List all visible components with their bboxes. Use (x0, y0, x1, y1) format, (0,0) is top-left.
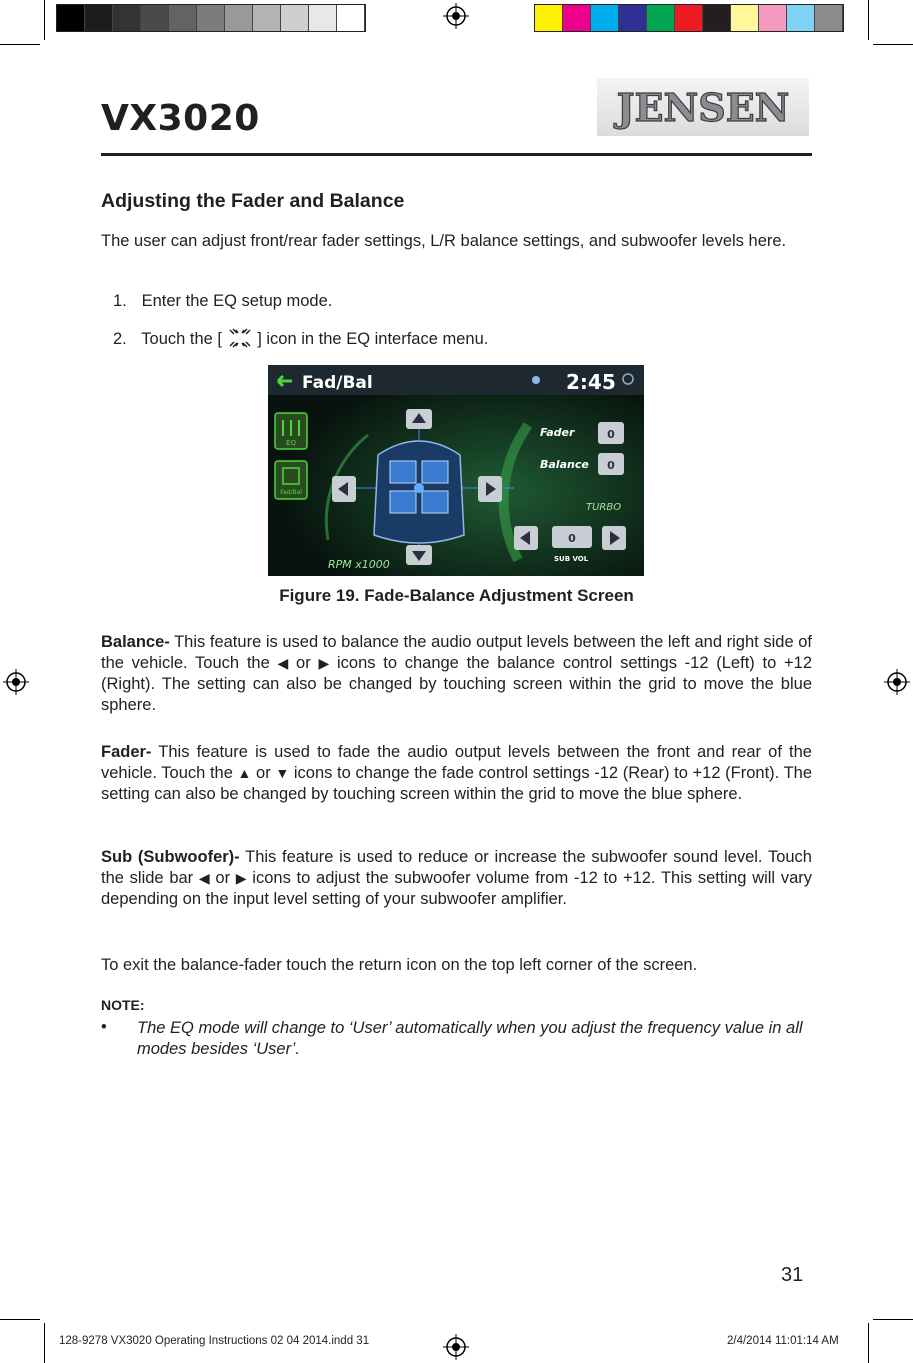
step-text-before: Touch the [ (141, 330, 223, 348)
crop-mark (44, 1323, 45, 1363)
registration-mark-icon (3, 669, 29, 695)
logo-wordmark: JENSEN (616, 85, 790, 130)
crop-mark (873, 1319, 913, 1320)
subvol-label: SUB VOL (554, 555, 589, 563)
fader-label: Fader (540, 426, 575, 439)
fadbal-button[interactable] (275, 461, 307, 499)
eq-button-label: EQ (286, 439, 296, 447)
subvol-increase-button[interactable] (602, 526, 626, 550)
model-title: VX3020 (101, 98, 260, 139)
or-text: or (251, 764, 276, 782)
registration-mark-icon (884, 669, 910, 695)
subvol-decrease-button[interactable] (514, 526, 538, 550)
fader-label: Fader- (101, 743, 152, 761)
exit-paragraph: To exit the balance-fader touch the return icon on the top left corner of the screen. (101, 956, 698, 974)
turbo-text: TURBO (586, 502, 622, 513)
subvol-value-box (552, 526, 592, 548)
fadbal-button-label: Fad/Bal (280, 489, 302, 496)
rpm-text: RPM x1000 (328, 558, 390, 571)
balance-label: Balance- (101, 633, 170, 651)
bluetooth-icon (532, 376, 540, 384)
fader-value-box (598, 422, 624, 444)
balance-value: 0 (607, 459, 615, 472)
balance-left-button[interactable] (332, 476, 356, 502)
right-arrow-icon: ▶ (318, 655, 330, 671)
note-heading: NOTE: (101, 997, 145, 1013)
crop-mark (868, 1323, 869, 1363)
screen-title: Fad/Bal (302, 373, 373, 393)
balance-paragraph (101, 632, 812, 716)
step-number: 2. (113, 330, 127, 348)
crop-mark (44, 0, 45, 40)
header-rule (101, 153, 812, 156)
balance-label: Balance (540, 458, 589, 471)
process-color-bar (534, 4, 844, 32)
step-text-after: ] icon in the EQ interface menu. (257, 330, 489, 348)
screen-clock: 2:45 (566, 370, 616, 394)
registration-mark-icon (443, 1334, 469, 1360)
fader-paragraph (101, 742, 812, 805)
intro-paragraph: The user can adjust front/rear fader settings, L/R balance settings, and subwoofer levels here. (101, 232, 787, 250)
balance-text: This feature is used to balance the audio output levels between the left and right side of the vehicle. Touch the (101, 633, 812, 672)
fade-balance-screenshot (268, 365, 644, 576)
step-2 (113, 328, 488, 349)
blue-sphere[interactable] (414, 483, 424, 493)
sub-text-cont: icons to adjust the subwoofer volume from -12 to +12. This setting will vary depending on the input level setting of your subwoofer amplifier. (101, 869, 812, 908)
registration-mark-icon (443, 3, 469, 29)
balance-value-box (598, 453, 624, 475)
left-arrow-icon: ◀ (277, 655, 289, 671)
fader-text-cont: icons to change the fade control settings -12 (Rear) to +12 (Front). The setting can also be changed by touching screen within the grid to move the blue sphere. (101, 764, 813, 803)
right-arrow-icon: ▶ (235, 870, 247, 886)
sub-text: This feature is used to reduce or increase the subwoofer sound level. Touch the slide bar (101, 848, 812, 887)
footer-filename: 128-9278 VX3020 Operating Instructions 02 04 2014.indd 31 (59, 1335, 370, 1347)
page-number: 31 (781, 1264, 804, 1286)
fader-up-button[interactable] (406, 409, 432, 429)
fader-down-button[interactable] (406, 545, 432, 565)
note-bullet: • (101, 1018, 107, 1036)
section-title: Adjusting the Fader and Balance (101, 190, 405, 212)
balance-right-button[interactable] (478, 476, 502, 502)
or-text: or (209, 869, 236, 887)
figure-caption: Figure 19. Fade-Balance Adjustment Screen (279, 586, 634, 605)
fader-balance-icon (227, 328, 253, 348)
up-arrow-icon: ▲ (237, 765, 252, 781)
grayscale-color-bar (56, 4, 366, 32)
sub-paragraph (101, 847, 812, 910)
crop-mark (873, 44, 913, 45)
left-arrow-icon: ◀ (198, 870, 210, 886)
eq-button[interactable] (275, 413, 307, 449)
or-text: or (288, 654, 319, 672)
subvol-value: 0 (568, 532, 576, 545)
crop-mark (0, 1319, 40, 1320)
down-arrow-icon: ▼ (275, 765, 290, 781)
fader-text: This feature is used to fade the audio output levels between the front and rear of the vehicle. Touch the (101, 743, 812, 782)
step-text: Enter the EQ setup mode. (141, 292, 333, 310)
jensen-logo (597, 78, 809, 136)
balance-text-cont: icons to change the balance control settings -12 (Left) to +12 (Right). The setting can also be changed by touching screen within the grid to move the blue sphere. (101, 654, 813, 714)
footer-timestamp: 2/4/2014 11:01:14 AM (727, 1335, 839, 1347)
crop-mark (0, 44, 40, 45)
fader-value: 0 (607, 428, 615, 441)
step-number: 1. (113, 292, 127, 310)
crop-mark (868, 0, 869, 40)
sub-label: Sub (Subwoofer)- (101, 848, 240, 866)
step-1 (113, 292, 332, 311)
note-text: The EQ mode will change to ‘User’ automatically when you adjust the frequency value in all modes besides ‘User’. (137, 1019, 803, 1058)
